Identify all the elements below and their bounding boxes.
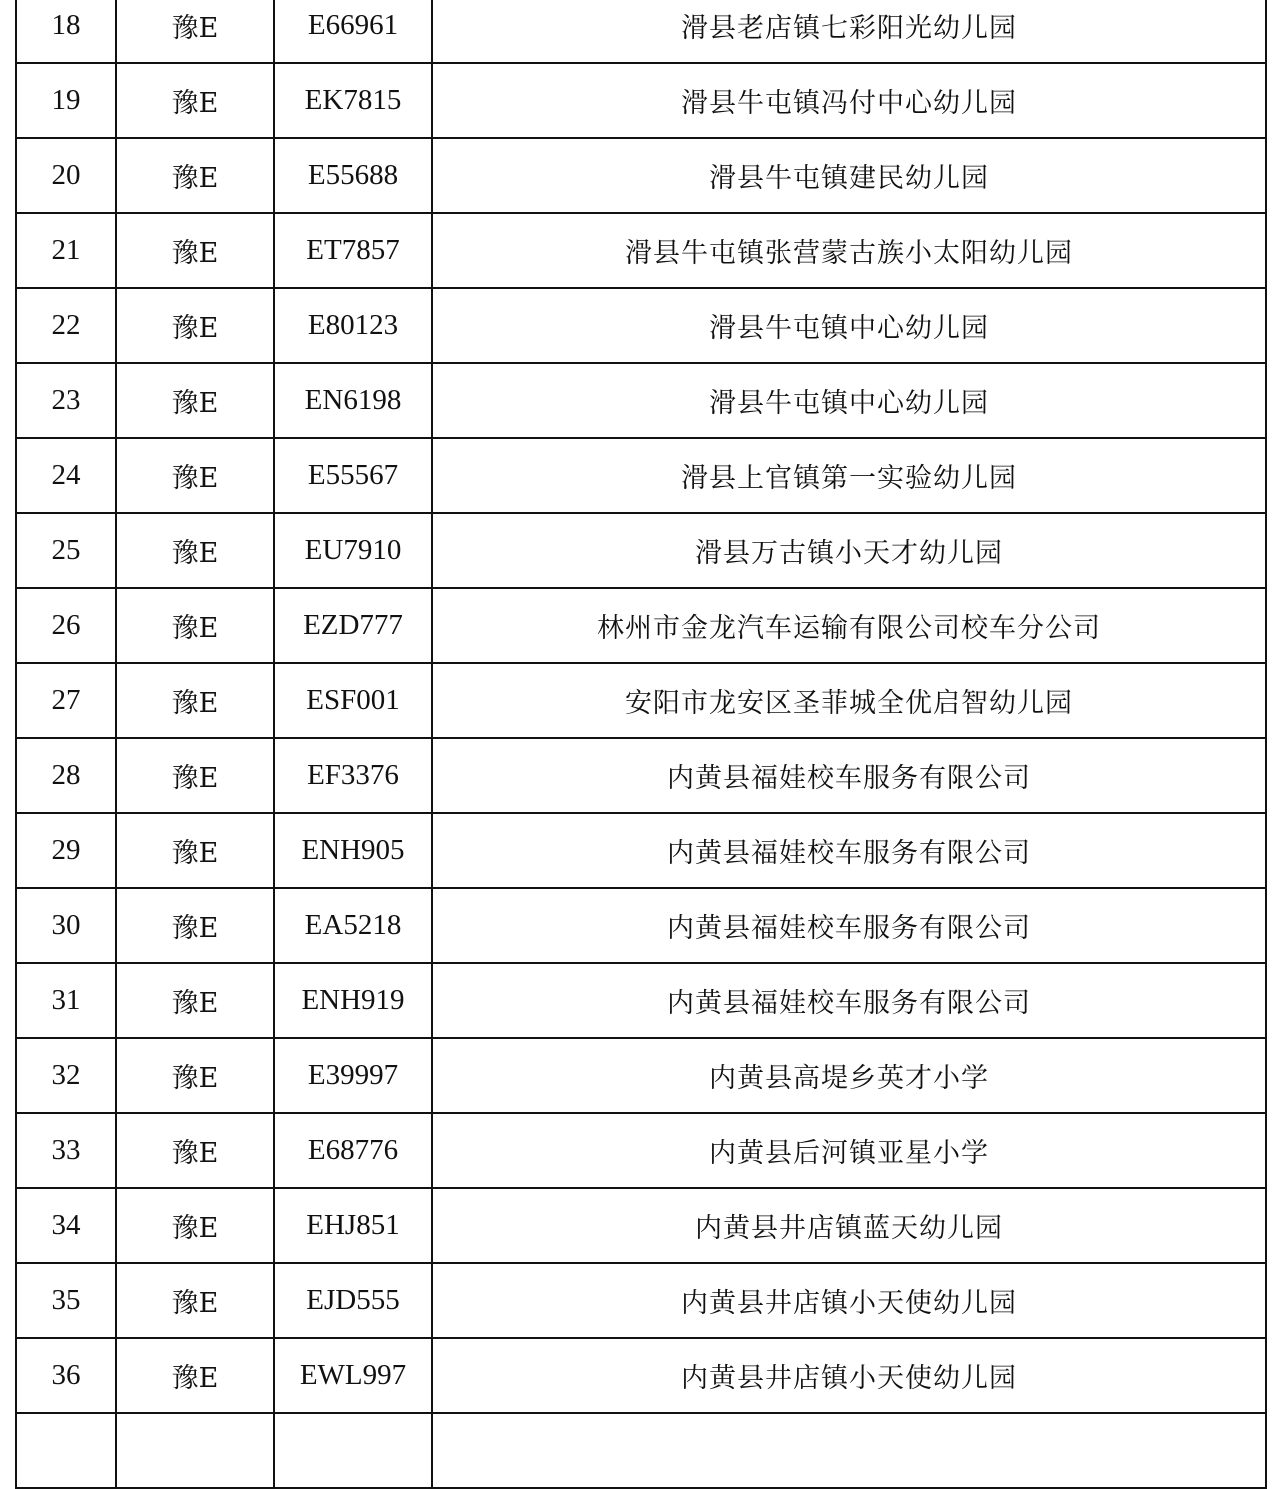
plate-number-cell: EF3376 [274,738,432,813]
plate-region-cell: 豫E [116,438,274,513]
plate-region-cell: 豫E [116,963,274,1038]
plate-number-cell: EK7815 [274,63,432,138]
row-number-cell: 34 [16,1188,116,1263]
plate-number-cell: EWL997 [274,1338,432,1413]
row-number-cell: 25 [16,513,116,588]
plate-number-cell: EZD777 [274,588,432,663]
plate-number-cell: E66961 [274,0,432,63]
unit-name-cell: 内黄县井店镇小天使幼儿园 [432,1263,1266,1338]
plate-number-cell: E55688 [274,138,432,213]
plate-number-cell: EN6198 [274,363,432,438]
plate-region-cell: 豫E [116,1113,274,1188]
unit-name-cell: 内黄县福娃校车服务有限公司 [432,963,1266,1038]
table-row [16,0,1266,63]
row-number-cell: 24 [16,438,116,513]
unit-name-cell: 滑县牛屯镇建民幼儿园 [432,138,1266,213]
table-row [16,1113,1266,1188]
school-bus-table [15,0,1267,1489]
row-number-cell: 27 [16,663,116,738]
empty-cell [16,1413,116,1488]
plate-region-cell: 豫E [116,738,274,813]
row-number-cell: 18 [16,0,116,63]
unit-name-cell: 安阳市龙安区圣菲城全优启智幼儿园 [432,663,1266,738]
table-row [16,588,1266,663]
row-number-cell: 19 [16,63,116,138]
unit-name-cell: 林州市金龙汽车运输有限公司校车分公司 [432,588,1266,663]
plate-region-cell: 豫E [116,513,274,588]
unit-name-cell: 内黄县后河镇亚星小学 [432,1113,1266,1188]
plate-number-cell: ENH905 [274,813,432,888]
table-row [16,738,1266,813]
table-row [16,663,1266,738]
unit-name-cell: 内黄县福娃校车服务有限公司 [432,738,1266,813]
row-number-cell: 33 [16,1113,116,1188]
table-row-partial [16,1413,1266,1488]
table-row [16,1338,1266,1413]
row-number-cell: 32 [16,1038,116,1113]
unit-name-cell: 滑县老店镇七彩阳光幼儿园 [432,0,1266,63]
plate-number-cell: EA5218 [274,888,432,963]
table-row [16,63,1266,138]
plate-region-cell: 豫E [116,888,274,963]
plate-region-cell: 豫E [116,363,274,438]
table-row [16,1263,1266,1338]
unit-name-cell: 内黄县福娃校车服务有限公司 [432,813,1266,888]
plate-region-cell: 豫E [116,1338,274,1413]
row-number-cell: 31 [16,963,116,1038]
plate-region-cell: 豫E [116,63,274,138]
row-number-cell: 21 [16,213,116,288]
table-row [16,138,1266,213]
unit-name-cell: 滑县万古镇小天才幼儿园 [432,513,1266,588]
plate-region-cell: 豫E [116,1038,274,1113]
table-row [16,513,1266,588]
table-row [16,963,1266,1038]
plate-number-cell: EJD555 [274,1263,432,1338]
plate-region-cell: 豫E [116,588,274,663]
table-row [16,1038,1266,1113]
table-row [16,813,1266,888]
plate-region-cell: 豫E [116,1188,274,1263]
plate-number-cell: E39997 [274,1038,432,1113]
plate-region-cell: 豫E [116,213,274,288]
plate-number-cell: ENH919 [274,963,432,1038]
unit-name-cell: 滑县牛屯镇冯付中心幼儿园 [432,63,1266,138]
row-number-cell: 30 [16,888,116,963]
unit-name-cell: 内黄县井店镇蓝天幼儿园 [432,1188,1266,1263]
row-number-cell: 22 [16,288,116,363]
plate-region-cell: 豫E [116,1263,274,1338]
unit-name-cell: 内黄县福娃校车服务有限公司 [432,888,1266,963]
plate-number-cell: E55567 [274,438,432,513]
table-row [16,888,1266,963]
empty-cell [116,1413,274,1488]
plate-region-cell: 豫E [116,663,274,738]
unit-name-cell: 滑县牛屯镇中心幼儿园 [432,288,1266,363]
unit-name-cell: 滑县牛屯镇张营蒙古族小太阳幼儿园 [432,213,1266,288]
empty-cell [274,1413,432,1488]
unit-name-cell: 内黄县高堤乡英才小学 [432,1038,1266,1113]
row-number-cell: 20 [16,138,116,213]
table-row [16,1188,1266,1263]
plate-number-cell: E80123 [274,288,432,363]
table-row [16,213,1266,288]
row-number-cell: 26 [16,588,116,663]
plate-region-cell: 豫E [116,0,274,63]
table-row [16,363,1266,438]
row-number-cell: 35 [16,1263,116,1338]
plate-region-cell: 豫E [116,138,274,213]
row-number-cell: 28 [16,738,116,813]
plate-number-cell: EHJ851 [274,1188,432,1263]
table-row [16,288,1266,363]
empty-cell [432,1413,1266,1488]
table-body [16,0,1266,1488]
unit-name-cell: 滑县上官镇第一实验幼儿园 [432,438,1266,513]
plate-region-cell: 豫E [116,813,274,888]
plate-number-cell: E68776 [274,1113,432,1188]
unit-name-cell: 滑县牛屯镇中心幼儿园 [432,363,1266,438]
table-row [16,438,1266,513]
row-number-cell: 36 [16,1338,116,1413]
plate-region-cell: 豫E [116,288,274,363]
row-number-cell: 29 [16,813,116,888]
row-number-cell: 23 [16,363,116,438]
plate-number-cell: EU7910 [274,513,432,588]
plate-number-cell: ET7857 [274,213,432,288]
plate-number-cell: ESF001 [274,663,432,738]
unit-name-cell: 内黄县井店镇小天使幼儿园 [432,1338,1266,1413]
